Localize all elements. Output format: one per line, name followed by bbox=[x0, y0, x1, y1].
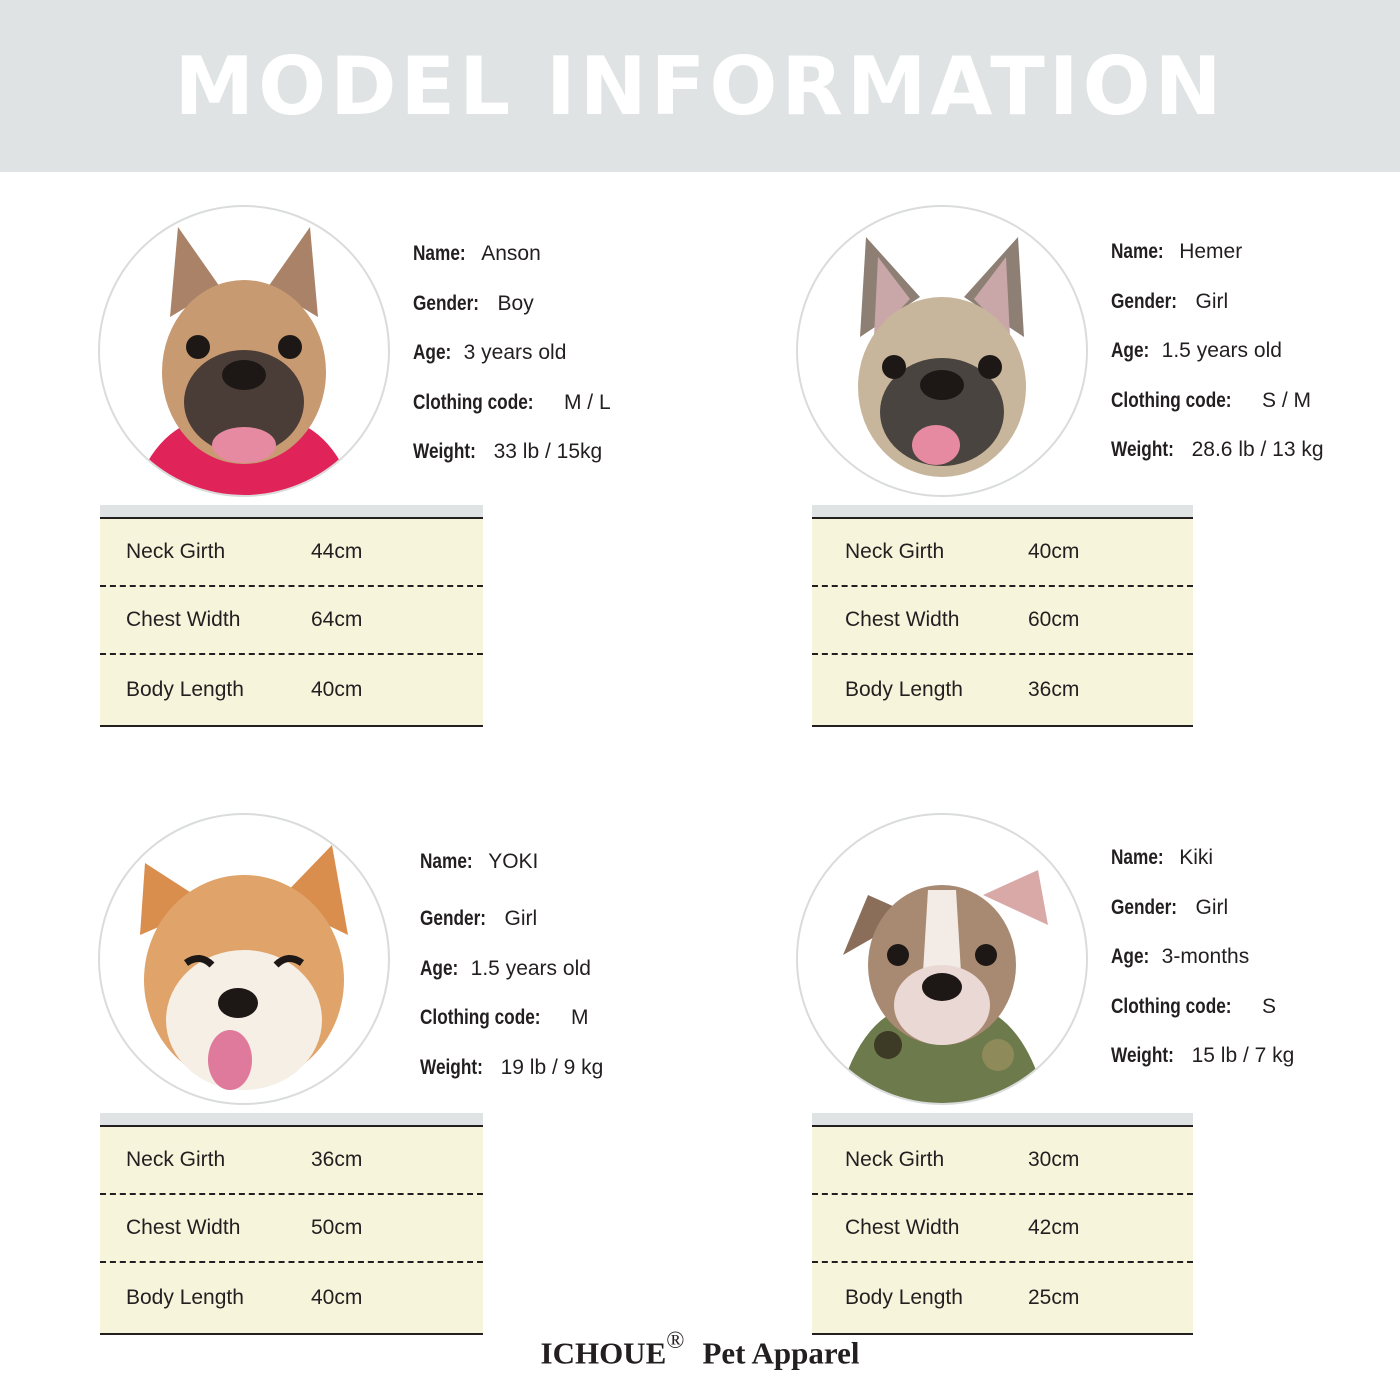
label-weight: Weight: bbox=[420, 1055, 483, 1079]
value-age: 1.5 years old bbox=[470, 956, 591, 980]
brand-name: ICHOUE bbox=[540, 1335, 667, 1371]
dog-photo-hemer bbox=[796, 205, 1088, 497]
value-gender: Girl bbox=[1195, 895, 1229, 919]
label-weight: Weight: bbox=[1111, 1044, 1174, 1067]
label-gender: Gender: bbox=[413, 291, 480, 315]
dog-photo-anson bbox=[98, 205, 390, 497]
value-weight: 15 lb / 7 kg bbox=[1191, 1044, 1295, 1067]
model-card-yoki bbox=[98, 813, 738, 1343]
row-neck-girth bbox=[812, 1127, 1193, 1195]
info-gender bbox=[413, 279, 753, 329]
value-name: YOKI bbox=[488, 850, 539, 873]
label-name: Name: bbox=[413, 242, 466, 265]
table-cap bbox=[812, 505, 1193, 519]
row-chest-width bbox=[812, 1195, 1193, 1263]
label-neck-girth: Neck Girth bbox=[126, 540, 226, 563]
header-banner bbox=[0, 0, 1400, 172]
info-clothing-code bbox=[1111, 982, 1400, 1032]
page-title: MODEL INFORMATION bbox=[174, 39, 1226, 133]
info-weight bbox=[1111, 425, 1400, 475]
dog-eye-left bbox=[882, 355, 906, 379]
registered-mark: ® bbox=[666, 1328, 685, 1354]
value-neck-girth: 40cm bbox=[1028, 540, 1080, 563]
value-clothing-code: M / L bbox=[563, 390, 611, 414]
info-name bbox=[413, 229, 753, 279]
value-age: 3 years old bbox=[463, 341, 567, 364]
french-bulldog-icon bbox=[100, 207, 388, 495]
dog-nose bbox=[922, 973, 962, 1001]
info-name bbox=[420, 837, 760, 894]
row-chest-width bbox=[100, 587, 483, 655]
dog-nose bbox=[218, 988, 258, 1018]
camo-spot bbox=[874, 1031, 902, 1059]
shiba-inu-icon bbox=[100, 815, 388, 1103]
value-clothing-code: S / M bbox=[1261, 388, 1311, 412]
label-clothing-code: Clothing code: bbox=[1111, 388, 1232, 412]
label-age: Age: bbox=[413, 341, 452, 364]
value-clothing-code: M bbox=[570, 1006, 589, 1029]
model-card-anson bbox=[98, 205, 738, 735]
brand-footer bbox=[0, 1328, 1400, 1371]
value-age: 1.5 years old bbox=[1161, 339, 1282, 362]
info-age bbox=[413, 328, 753, 378]
measurement-table bbox=[100, 505, 483, 727]
label-weight: Weight: bbox=[413, 440, 476, 463]
value-name: Hemer bbox=[1179, 240, 1243, 263]
dog-tongue bbox=[208, 1030, 252, 1090]
info-clothing-code bbox=[1111, 376, 1400, 426]
info-clothing-code bbox=[413, 378, 753, 428]
label-gender: Gender: bbox=[1111, 289, 1178, 313]
value-name: Kiki bbox=[1179, 846, 1214, 869]
label-name: Name: bbox=[420, 850, 473, 873]
dog-tongue bbox=[912, 425, 960, 465]
info-gender bbox=[420, 894, 760, 944]
measurement-table bbox=[812, 505, 1193, 727]
model-info bbox=[1111, 833, 1400, 1081]
value-body-length: 40cm bbox=[311, 678, 363, 701]
dog-nose bbox=[920, 370, 964, 400]
value-body-length: 25cm bbox=[1028, 1286, 1080, 1309]
model-info bbox=[420, 837, 760, 1092]
info-clothing-code bbox=[420, 993, 760, 1043]
label-neck-girth: Neck Girth bbox=[845, 1148, 945, 1171]
value-chest-width: 60cm bbox=[1028, 608, 1080, 631]
label-age: Age: bbox=[1111, 945, 1150, 968]
row-body-length bbox=[100, 1263, 483, 1335]
row-chest-width bbox=[812, 587, 1193, 655]
model-info bbox=[1111, 227, 1400, 475]
value-gender: Girl bbox=[504, 907, 538, 930]
value-weight: 28.6 lb / 13 kg bbox=[1191, 438, 1324, 461]
label-clothing-code: Clothing code: bbox=[1111, 994, 1232, 1018]
info-gender bbox=[1111, 883, 1400, 933]
value-neck-girth: 44cm bbox=[311, 540, 363, 563]
french-bulldog-icon bbox=[798, 207, 1086, 495]
label-name: Name: bbox=[1111, 846, 1164, 869]
info-weight bbox=[413, 427, 753, 477]
row-body-length bbox=[812, 655, 1193, 727]
label-gender: Gender: bbox=[420, 907, 487, 930]
dog-eye-right bbox=[978, 355, 1002, 379]
label-neck-girth: Neck Girth bbox=[845, 540, 945, 563]
brand-tagline: Pet Apparel bbox=[702, 1335, 860, 1371]
row-body-length bbox=[812, 1263, 1193, 1335]
value-age: 3-months bbox=[1161, 945, 1250, 968]
dog-eye-left bbox=[186, 335, 210, 359]
label-neck-girth: Neck Girth bbox=[126, 1148, 226, 1171]
table-cap bbox=[812, 1113, 1193, 1127]
model-card-kiki bbox=[796, 813, 1400, 1343]
info-name bbox=[1111, 833, 1400, 883]
measurement-table bbox=[100, 1113, 483, 1335]
label-chest-width: Chest Width bbox=[126, 1216, 241, 1239]
dog-eye-right bbox=[278, 335, 302, 359]
label-gender: Gender: bbox=[1111, 895, 1178, 919]
label-chest-width: Chest Width bbox=[126, 608, 241, 631]
label-body-length: Body Length bbox=[845, 1286, 963, 1309]
info-weight bbox=[1111, 1031, 1400, 1081]
info-age bbox=[420, 944, 760, 994]
table-cap bbox=[100, 1113, 483, 1127]
dog-nose bbox=[222, 360, 266, 390]
row-chest-width bbox=[100, 1195, 483, 1263]
row-neck-girth bbox=[100, 1127, 483, 1195]
model-card-hemer bbox=[796, 205, 1400, 735]
info-name bbox=[1111, 227, 1400, 277]
value-body-length: 40cm bbox=[311, 1286, 363, 1309]
row-body-length bbox=[100, 655, 483, 727]
row-neck-girth bbox=[812, 519, 1193, 587]
label-name: Name: bbox=[1111, 240, 1164, 263]
dog-tongue bbox=[212, 427, 276, 463]
row-neck-girth bbox=[100, 519, 483, 587]
value-chest-width: 42cm bbox=[1028, 1216, 1080, 1239]
value-name: Anson bbox=[481, 242, 541, 265]
dog-eye-left bbox=[887, 944, 909, 966]
value-body-length: 36cm bbox=[1028, 678, 1080, 701]
value-chest-width: 50cm bbox=[311, 1216, 363, 1239]
label-chest-width: Chest Width bbox=[845, 1216, 960, 1239]
value-gender: Boy bbox=[497, 291, 534, 315]
label-clothing-code: Clothing code: bbox=[420, 1006, 541, 1029]
value-neck-girth: 30cm bbox=[1028, 1148, 1080, 1171]
model-info bbox=[413, 229, 753, 477]
info-age bbox=[1111, 326, 1400, 376]
english-bulldog-icon bbox=[798, 815, 1086, 1103]
value-neck-girth: 36cm bbox=[311, 1148, 363, 1171]
info-gender bbox=[1111, 277, 1400, 327]
value-weight: 19 lb / 9 kg bbox=[500, 1055, 604, 1079]
table-cap bbox=[100, 505, 483, 519]
measurement-table bbox=[812, 1113, 1193, 1335]
value-chest-width: 64cm bbox=[311, 608, 363, 631]
info-weight bbox=[420, 1043, 760, 1093]
label-body-length: Body Length bbox=[126, 678, 244, 701]
dog-photo-kiki bbox=[796, 813, 1088, 1105]
label-age: Age: bbox=[1111, 339, 1150, 362]
label-chest-width: Chest Width bbox=[845, 608, 960, 631]
dog-photo-yoki bbox=[98, 813, 390, 1105]
value-gender: Girl bbox=[1195, 289, 1229, 313]
info-age bbox=[1111, 932, 1400, 982]
label-age: Age: bbox=[420, 956, 459, 980]
value-clothing-code: S bbox=[1261, 994, 1276, 1018]
label-weight: Weight: bbox=[1111, 438, 1174, 461]
camo-spot bbox=[982, 1039, 1014, 1071]
label-body-length: Body Length bbox=[126, 1286, 244, 1309]
label-body-length: Body Length bbox=[845, 678, 963, 701]
value-weight: 33 lb / 15kg bbox=[493, 440, 603, 463]
dog-eye-right bbox=[975, 944, 997, 966]
label-clothing-code: Clothing code: bbox=[413, 390, 534, 414]
